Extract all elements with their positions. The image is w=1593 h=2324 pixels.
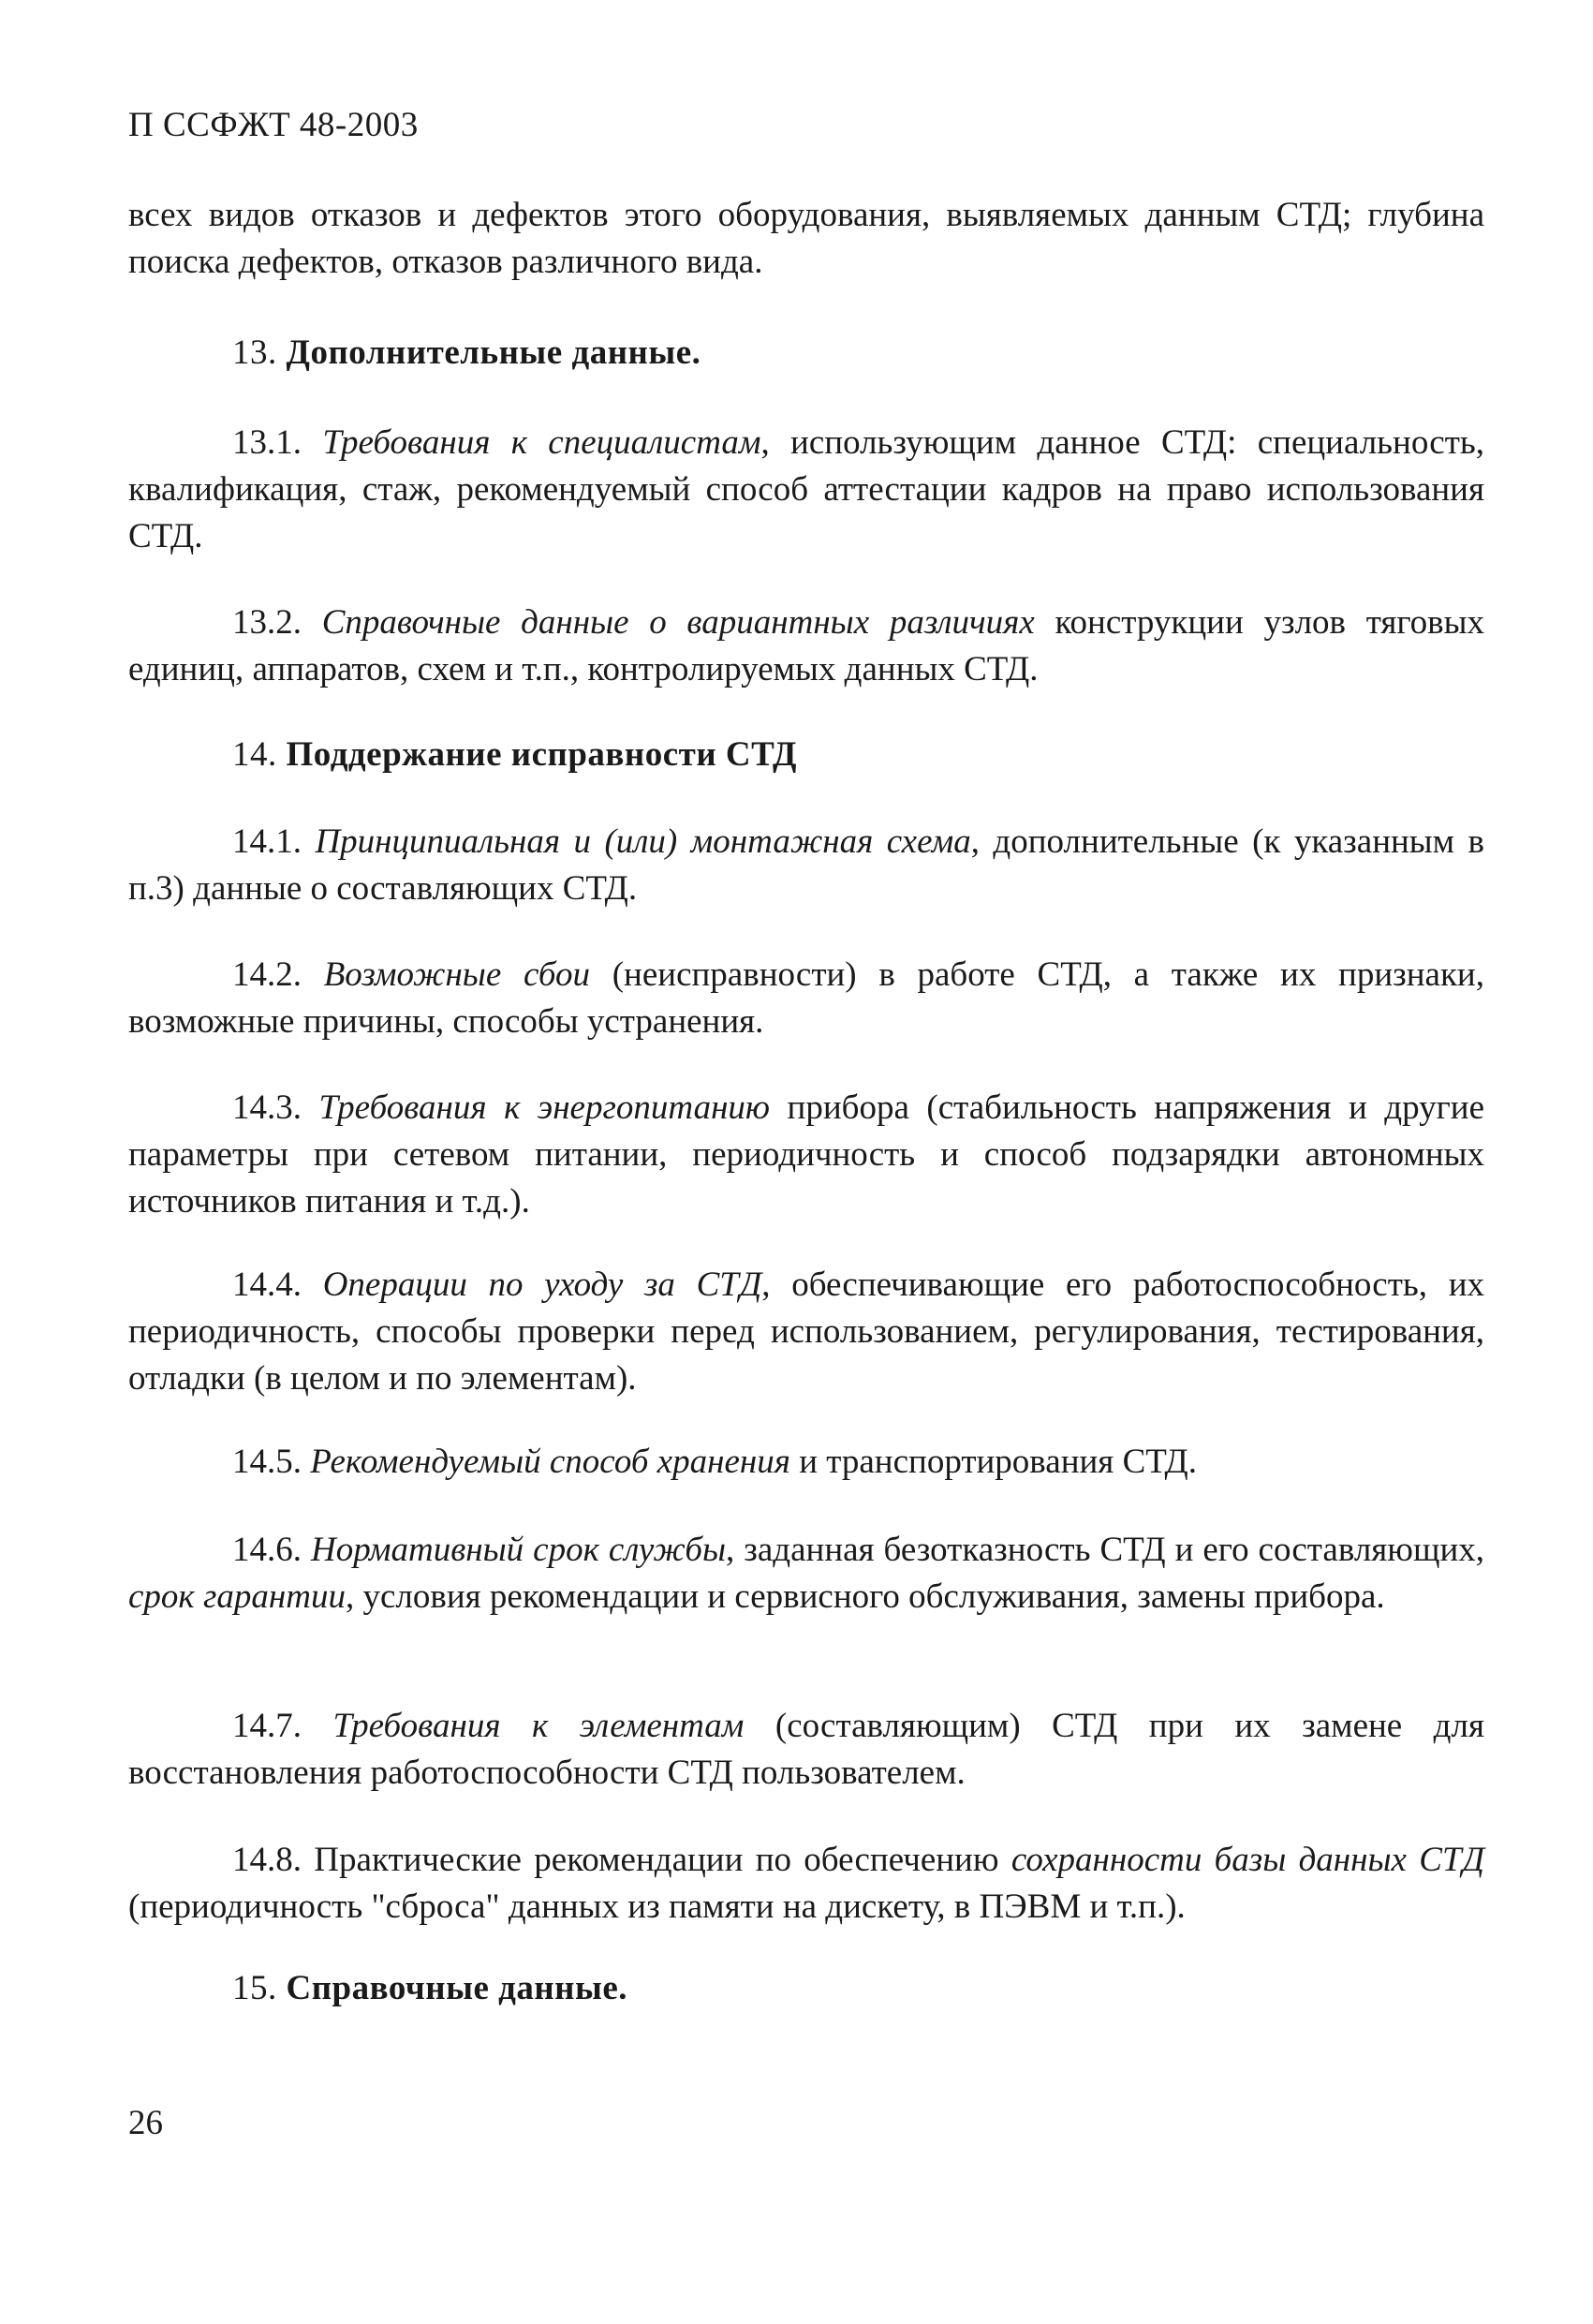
paragraph-text: , обеспечивающие его работоспособность, их периодичность, способы проверки перед использованием, регулирования, тестирования, отладки (в целом и по элементам). [128, 1266, 1485, 1398]
italic-term: Возможные сбои [323, 955, 591, 994]
paragraph-number: 14.1. [232, 822, 302, 861]
section-13-heading [232, 330, 701, 377]
paragraph-number: 14.6. [232, 1531, 302, 1569]
paragraph-number: 14.4. [232, 1266, 302, 1304]
paragraph-13-1 [128, 420, 1484, 560]
paragraph-text: прибора (стабильность напряжения и другие параметры при сетевом питании, периодичность и способ подзарядки автономных источников питания и т.д.). [128, 1088, 1485, 1221]
italic-term-2: срок гарантии [128, 1577, 346, 1616]
section-title: Дополнительные данные. [286, 333, 701, 372]
paragraph-number: 14.3. [232, 1088, 302, 1127]
section-14-heading [232, 732, 797, 778]
section-title: Поддержание исправности СТД [286, 735, 797, 774]
section-number: 13. [232, 333, 277, 372]
paragraph-text: , дополнительные (к указанным в п.3) данные о составляющих СТД. [128, 822, 1484, 908]
section-title: Справочные данные. [286, 1969, 628, 2007]
italic-term: Операции по уходу за СТД [322, 1266, 762, 1304]
paragraph-number: 14.7. [232, 1707, 302, 1745]
italic-term: Требования к энергопитанию [318, 1088, 771, 1127]
paragraph-text: (составляющим) СТД при их замене для восстановления работоспособности СТД пользователем. [128, 1707, 1484, 1792]
paragraph-14-6 [128, 1527, 1484, 1621]
paragraph-14-2 [128, 952, 1484, 1045]
paragraph-14-3 [128, 1085, 1484, 1225]
paragraph-14-1 [128, 819, 1484, 912]
paragraph-text: конструкции узлов тяговых единиц, аппаратов, схем и т.п., контролируемых данных СТД. [128, 603, 1484, 688]
paragraph-14-8 [128, 1837, 1484, 1931]
section-15-heading [232, 1965, 627, 2012]
italic-term: Требования к специалистам [322, 423, 761, 462]
italic-term: сохранности базы данных СТД [1010, 1841, 1485, 1879]
paragraph-number: 13.1. [232, 423, 302, 462]
paragraph-number: 13.2. [232, 603, 302, 642]
paragraph-lead: Практические рекомендации по обеспечению [302, 1841, 1011, 1879]
italic-term: Рекомендуемый способ хранения [310, 1443, 790, 1481]
section-number: 15. [232, 1969, 277, 2007]
intro-paragraph: всех видов отказов и дефектов этого оборудования, выявляемых данным СТД; глубина поиска дефектов, отказов различного вида. [128, 196, 1484, 281]
italic-term: Требования к элементам [332, 1707, 745, 1745]
paragraph-number: 14.8. [232, 1841, 302, 1879]
paragraph-text: (периодичность "сброса" данных из памяти на дискету, в ПЭВМ и т.п.). [128, 1887, 1186, 1926]
italic-term: Нормативный срок службы [310, 1531, 727, 1569]
paragraph-14-7 [128, 1703, 1484, 1797]
section-number: 14. [232, 735, 277, 774]
paragraph-number: 14.2. [232, 955, 302, 994]
paragraph-text: и транспортирования СТД. [789, 1443, 1198, 1481]
italic-term: Справочные данные о вариантных различиях [321, 603, 1035, 642]
page-number: 26 [128, 2104, 163, 2142]
paragraph-text: , заданная безотказность СТД и его составляющих, [726, 1531, 1484, 1569]
paragraph-text: , использующим данное СТД: специальность, квалификация, стаж, рекомендуемый способ аттестации кадров на право использования СТД. [128, 423, 1484, 555]
paragraph-13-2 [128, 600, 1484, 693]
italic-term: Принципиальная и (или) монтажная схема [315, 822, 971, 861]
paragraph-number: 14.5. [232, 1443, 302, 1481]
paragraph-text-end: , условия рекомендации и сервисного обслуживания, замены прибора. [346, 1577, 1385, 1616]
document-code-header: П ССФЖТ 48-2003 [128, 106, 419, 144]
paragraph-text: (неисправности) в работе СТД, а также их признаки, возможные причины, способы устранения. [128, 955, 1484, 1041]
paragraph-14-4 [128, 1262, 1484, 1402]
paragraph-14-5 [128, 1439, 1484, 1486]
